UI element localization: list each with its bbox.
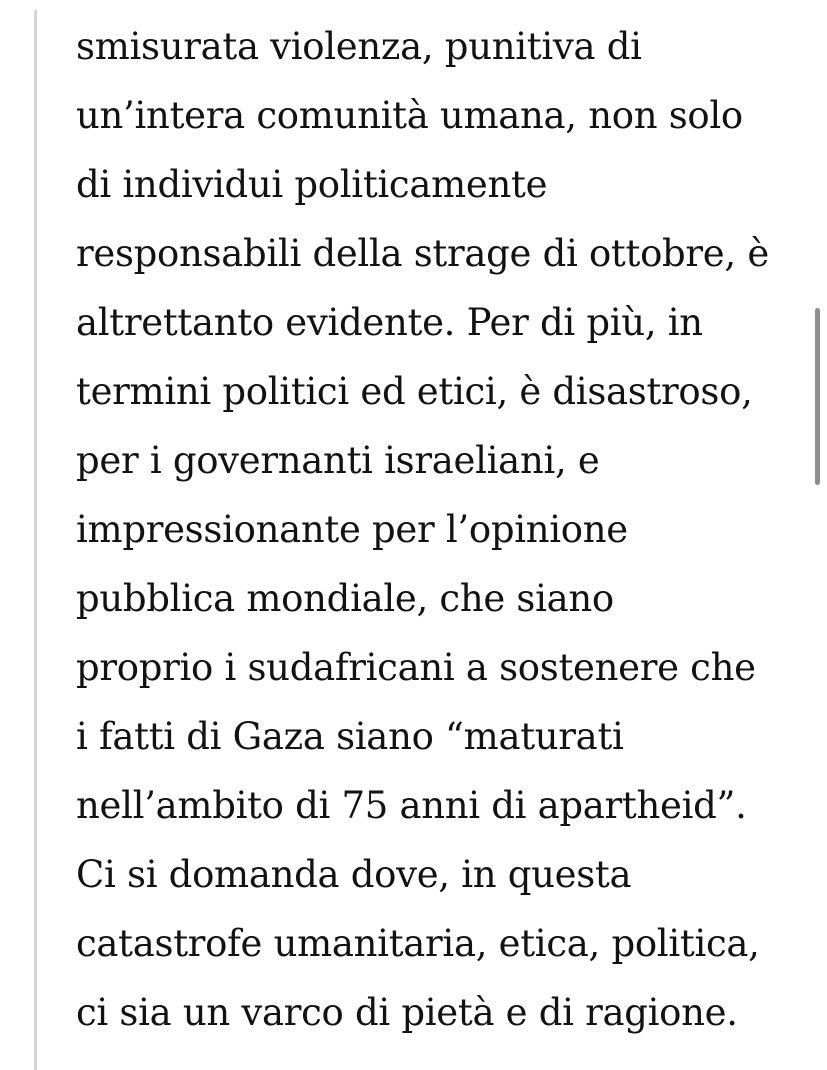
text-line: responsabili della strage di ottobre, è <box>76 232 769 275</box>
text-line: proprio i sudafricani a sostenere che <box>76 646 756 689</box>
text-line: i fatti di Gaza siano “maturati <box>76 715 624 758</box>
text-line: catastrofe umanitaria, etica, politica, <box>76 922 760 965</box>
text-line: termini politici ed etici, è disastroso, <box>76 370 753 413</box>
text-line: pubblica mondiale, che siano <box>76 577 614 620</box>
text-line: smisurata violenza, punitiva di <box>76 25 642 68</box>
text-line: nell’ambito di 75 anni di apartheid”. <box>76 784 747 827</box>
left-border-rule <box>34 10 37 1070</box>
text-line: per i governanti israeliani, e <box>76 439 600 482</box>
article-paragraph <box>76 14 816 1049</box>
vertical-scrollbar-thumb[interactable] <box>815 308 820 485</box>
text-line: un’intera comunità umana, non solo <box>76 94 743 137</box>
text-line: altrettanto evidente. Per di più, in <box>76 301 703 344</box>
text-line: Ci si domanda dove, in questa <box>76 853 632 896</box>
text-line: impressionante per l’opinione <box>76 508 628 551</box>
text-line: di individui politicamente <box>76 163 548 206</box>
text-line: ci sia un varco di pietà e di ragione. <box>76 991 738 1034</box>
